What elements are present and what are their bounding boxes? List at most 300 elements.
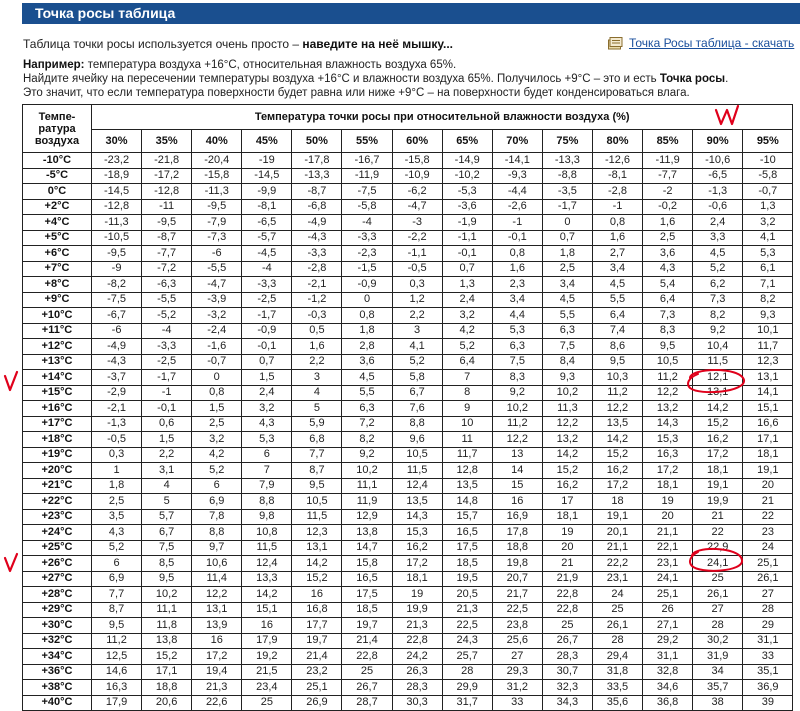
table-row[interactable] xyxy=(23,370,793,386)
dew-point-cell[interactable]: 35,1 xyxy=(743,664,793,680)
dew-point-cell[interactable]: 21,9 xyxy=(542,571,592,587)
dew-point-cell[interactable]: 1,6 xyxy=(492,261,542,277)
dew-point-cell[interactable]: -1,3 xyxy=(92,416,142,432)
table-row[interactable] xyxy=(23,215,793,231)
dew-point-cell[interactable]: 19 xyxy=(542,525,592,541)
dew-point-cell[interactable]: 10,2 xyxy=(142,587,192,603)
dew-point-cell[interactable]: -3,3 xyxy=(142,339,192,355)
download-link[interactable]: Точка Росы таблица - скачать xyxy=(629,36,795,50)
dew-point-cell[interactable]: 14,2 xyxy=(542,447,592,463)
dew-point-cell[interactable]: 18,1 xyxy=(392,571,442,587)
dew-point-cell[interactable]: 22,8 xyxy=(542,587,592,603)
dew-point-cell[interactable]: 22,8 xyxy=(542,602,592,618)
table-row[interactable] xyxy=(23,463,793,479)
dew-point-cell[interactable]: -9,5 xyxy=(92,246,142,262)
table-row[interactable] xyxy=(23,695,793,711)
dew-point-cell[interactable]: -3,5 xyxy=(542,184,592,200)
dew-point-cell[interactable]: -2 xyxy=(643,184,693,200)
dew-point-cell[interactable]: 36,8 xyxy=(643,695,693,711)
dew-point-cell[interactable]: 3,6 xyxy=(342,354,392,370)
dew-point-cell[interactable]: 21 xyxy=(542,556,592,572)
dew-point-cell[interactable]: 8,3 xyxy=(643,323,693,339)
dew-point-cell[interactable]: 21 xyxy=(743,494,793,510)
dew-point-cell[interactable]: 2,4 xyxy=(693,215,743,231)
dew-point-cell[interactable]: 8,7 xyxy=(292,463,342,479)
dew-point-cell[interactable]: -12,8 xyxy=(142,184,192,200)
dew-point-cell[interactable]: 12,1 xyxy=(693,370,743,386)
dew-point-cell[interactable]: 25,1 xyxy=(292,680,342,696)
dew-point-cell[interactable]: 19,5 xyxy=(442,571,492,587)
dew-point-cell[interactable]: -10,5 xyxy=(92,230,142,246)
dew-point-cell[interactable]: 3,5 xyxy=(92,509,142,525)
dew-point-cell[interactable]: 15,2 xyxy=(142,649,192,665)
dew-point-cell[interactable]: 21,4 xyxy=(292,649,342,665)
dew-point-cell[interactable]: -2,5 xyxy=(242,292,292,308)
dew-point-cell[interactable]: 13,5 xyxy=(392,494,442,510)
dew-point-cell[interactable]: 28 xyxy=(743,602,793,618)
dew-point-cell[interactable]: 17,7 xyxy=(292,618,342,634)
table-row[interactable] xyxy=(23,633,793,649)
dew-point-cell[interactable]: 14,3 xyxy=(643,416,693,432)
dew-point-cell[interactable]: 4,2 xyxy=(442,323,492,339)
dew-point-cell[interactable]: 17,2 xyxy=(693,447,743,463)
dew-point-cell[interactable]: -10,6 xyxy=(693,153,743,169)
dew-point-cell[interactable]: 29,4 xyxy=(592,649,642,665)
dew-point-cell[interactable]: 30,7 xyxy=(542,664,592,680)
dew-point-cell[interactable]: 0,6 xyxy=(142,416,192,432)
dew-point-cell[interactable]: 20,1 xyxy=(592,525,642,541)
dew-point-cell[interactable]: -5,5 xyxy=(192,261,242,277)
dew-point-cell[interactable]: 9,2 xyxy=(693,323,743,339)
dew-point-cell[interactable]: -4,7 xyxy=(192,277,242,293)
dew-point-cell[interactable]: 8,4 xyxy=(542,354,592,370)
table-row[interactable] xyxy=(23,199,793,215)
dew-point-cell[interactable]: 11,8 xyxy=(142,618,192,634)
dew-point-cell[interactable]: -4 xyxy=(342,215,392,231)
dew-point-cell[interactable]: -4,4 xyxy=(492,184,542,200)
dew-point-cell[interactable]: 0,3 xyxy=(92,447,142,463)
dew-point-cell[interactable]: 12,8 xyxy=(442,463,492,479)
dew-point-cell[interactable]: 25 xyxy=(592,602,642,618)
dew-point-cell[interactable]: -1,1 xyxy=(392,246,442,262)
dew-point-cell[interactable]: 23,8 xyxy=(492,618,542,634)
dew-point-cell[interactable]: 0,5 xyxy=(292,323,342,339)
dew-point-cell[interactable]: 16 xyxy=(292,587,342,603)
dew-point-cell[interactable]: 0,7 xyxy=(442,261,492,277)
dew-point-cell[interactable]: 26,3 xyxy=(392,664,442,680)
dew-point-cell[interactable]: 18,5 xyxy=(342,602,392,618)
dew-point-cell[interactable]: 18,8 xyxy=(492,540,542,556)
dew-point-cell[interactable]: 3,2 xyxy=(442,308,492,324)
dew-point-cell[interactable]: -10 xyxy=(743,153,793,169)
dew-point-cell[interactable]: 6,4 xyxy=(643,292,693,308)
dew-point-cell[interactable]: 8,2 xyxy=(743,292,793,308)
dew-point-cell[interactable]: 10,2 xyxy=(492,401,542,417)
dew-point-cell[interactable]: 15,1 xyxy=(743,401,793,417)
dew-point-cell[interactable]: -17,8 xyxy=(292,153,342,169)
dew-point-cell[interactable]: -13,3 xyxy=(542,153,592,169)
dew-point-cell[interactable]: 18,5 xyxy=(442,556,492,572)
dew-point-cell[interactable]: 28,3 xyxy=(542,649,592,665)
dew-point-cell[interactable]: 4 xyxy=(292,385,342,401)
dew-point-cell[interactable]: -19 xyxy=(242,153,292,169)
dew-point-cell[interactable]: -1,7 xyxy=(142,370,192,386)
dew-point-cell[interactable]: 21 xyxy=(693,509,743,525)
dew-point-cell[interactable]: 25,1 xyxy=(643,587,693,603)
dew-point-cell[interactable]: -6,3 xyxy=(142,277,192,293)
dew-point-cell[interactable]: 0 xyxy=(542,215,592,231)
dew-point-cell[interactable]: 19,7 xyxy=(292,633,342,649)
dew-point-cell[interactable]: 11,3 xyxy=(542,401,592,417)
dew-point-cell[interactable]: 9,5 xyxy=(292,478,342,494)
dew-point-cell[interactable]: 21,3 xyxy=(392,618,442,634)
dew-point-cell[interactable]: -8,7 xyxy=(292,184,342,200)
table-row[interactable] xyxy=(23,680,793,696)
dew-point-cell[interactable]: 4,5 xyxy=(542,292,592,308)
dew-point-cell[interactable]: 22,9 xyxy=(693,540,743,556)
dew-point-cell[interactable]: 12,2 xyxy=(542,416,592,432)
dew-point-cell[interactable]: 10,4 xyxy=(693,339,743,355)
dew-point-cell[interactable]: 11,5 xyxy=(392,463,442,479)
dew-point-cell[interactable]: 27,1 xyxy=(643,618,693,634)
dew-point-cell[interactable]: -0,1 xyxy=(142,401,192,417)
dew-point-cell[interactable]: 13,2 xyxy=(542,432,592,448)
dew-point-cell[interactable]: 8,8 xyxy=(192,525,242,541)
dew-point-cell[interactable]: 22 xyxy=(743,509,793,525)
dew-point-cell[interactable]: 31,1 xyxy=(643,649,693,665)
dew-point-cell[interactable]: 8,8 xyxy=(392,416,442,432)
dew-point-cell[interactable]: 0,7 xyxy=(242,354,292,370)
dew-point-cell[interactable]: 18 xyxy=(592,494,642,510)
dew-point-cell[interactable]: 15,7 xyxy=(442,509,492,525)
dew-point-cell[interactable]: 9,5 xyxy=(592,354,642,370)
dew-point-cell[interactable]: -15,8 xyxy=(192,168,242,184)
dew-point-cell[interactable]: 5,5 xyxy=(592,292,642,308)
dew-point-cell[interactable]: 2,5 xyxy=(192,416,242,432)
dew-point-cell[interactable]: 28 xyxy=(442,664,492,680)
dew-point-cell[interactable]: 5,2 xyxy=(92,540,142,556)
dew-point-cell[interactable]: 1,8 xyxy=(542,246,592,262)
dew-point-cell[interactable]: 16,8 xyxy=(292,602,342,618)
dew-point-cell[interactable]: 3,1 xyxy=(142,463,192,479)
dew-point-cell[interactable]: -3 xyxy=(392,215,442,231)
dew-point-cell[interactable]: 22,8 xyxy=(392,633,442,649)
dew-point-cell[interactable]: 21,1 xyxy=(643,525,693,541)
dew-point-cell[interactable]: 28,7 xyxy=(342,695,392,711)
dew-point-cell[interactable]: -2,2 xyxy=(392,230,442,246)
dew-point-cell[interactable]: 20 xyxy=(643,509,693,525)
table-row[interactable] xyxy=(23,494,793,510)
dew-point-cell[interactable]: 23,2 xyxy=(292,664,342,680)
dew-point-cell[interactable]: 21,7 xyxy=(492,587,542,603)
dew-point-cell[interactable]: 17,5 xyxy=(342,587,392,603)
table-row[interactable] xyxy=(23,618,793,634)
dew-point-cell[interactable]: 4,3 xyxy=(92,525,142,541)
dew-point-cell[interactable]: 29,3 xyxy=(492,664,542,680)
dew-point-cell[interactable]: -9,5 xyxy=(192,199,242,215)
dew-point-cell[interactable]: 39 xyxy=(743,695,793,711)
dew-point-cell[interactable]: 11,4 xyxy=(192,571,242,587)
table-row[interactable] xyxy=(23,401,793,417)
dew-point-cell[interactable]: 23,1 xyxy=(592,571,642,587)
dew-point-cell[interactable]: 11,2 xyxy=(643,370,693,386)
table-row[interactable] xyxy=(23,230,793,246)
dew-point-cell[interactable]: 7,8 xyxy=(192,509,242,525)
dew-point-cell[interactable]: 17,5 xyxy=(442,540,492,556)
dew-point-cell[interactable]: 16,2 xyxy=(693,432,743,448)
dew-point-cell[interactable]: -5,7 xyxy=(242,230,292,246)
dew-point-cell[interactable]: 24,1 xyxy=(693,556,743,572)
dew-point-cell[interactable]: 25 xyxy=(693,571,743,587)
dew-point-cell[interactable]: 13,8 xyxy=(142,633,192,649)
dew-point-cell[interactable]: 17,2 xyxy=(192,649,242,665)
dew-point-cell[interactable]: 11,1 xyxy=(142,602,192,618)
dew-point-cell[interactable]: 9,3 xyxy=(542,370,592,386)
dew-point-cell[interactable]: -1,6 xyxy=(192,339,242,355)
dew-point-cell[interactable]: 2,5 xyxy=(542,261,592,277)
dew-point-cell[interactable]: 5,2 xyxy=(442,339,492,355)
dew-point-cell[interactable]: 15,1 xyxy=(242,602,292,618)
table-row[interactable] xyxy=(23,432,793,448)
dew-point-cell[interactable]: -3,3 xyxy=(242,277,292,293)
dew-point-cell[interactable]: 7,2 xyxy=(342,416,392,432)
dew-point-cell[interactable]: 1,6 xyxy=(643,215,693,231)
dew-point-cell[interactable]: 10 xyxy=(442,416,492,432)
dew-point-cell[interactable]: 18,1 xyxy=(542,509,592,525)
dew-point-cell[interactable]: 7,7 xyxy=(292,447,342,463)
dew-point-cell[interactable]: -7,2 xyxy=(142,261,192,277)
table-row[interactable] xyxy=(23,602,793,618)
dew-point-cell[interactable]: -3,6 xyxy=(442,199,492,215)
dew-point-cell[interactable]: 20 xyxy=(743,478,793,494)
dew-point-cell[interactable]: 6,7 xyxy=(142,525,192,541)
dew-point-cell[interactable]: 22,8 xyxy=(342,649,392,665)
dew-point-cell[interactable]: -0,9 xyxy=(342,277,392,293)
dew-point-cell[interactable]: 5,7 xyxy=(142,509,192,525)
dew-point-cell[interactable]: 34,3 xyxy=(542,695,592,711)
table-row[interactable] xyxy=(23,447,793,463)
dew-point-cell[interactable]: 5,3 xyxy=(743,246,793,262)
dew-point-cell[interactable]: -1,2 xyxy=(292,292,342,308)
dew-point-cell[interactable]: 21,4 xyxy=(342,633,392,649)
dew-point-cell[interactable]: 20,6 xyxy=(142,695,192,711)
dew-point-cell[interactable]: 4,2 xyxy=(192,447,242,463)
dew-point-cell[interactable]: 13,1 xyxy=(743,370,793,386)
dew-point-cell[interactable]: 7,5 xyxy=(142,540,192,556)
dew-point-cell[interactable]: -7,7 xyxy=(142,246,192,262)
dew-point-cell[interactable]: -12,6 xyxy=(592,153,642,169)
dew-point-cell[interactable]: -0,5 xyxy=(392,261,442,277)
dew-point-cell[interactable]: 7,3 xyxy=(643,308,693,324)
dew-point-cell[interactable]: 16 xyxy=(492,494,542,510)
dew-point-cell[interactable]: 9,5 xyxy=(92,618,142,634)
dew-point-cell[interactable]: 4,1 xyxy=(392,339,442,355)
dew-point-cell[interactable]: 22,1 xyxy=(643,540,693,556)
dew-point-cell[interactable]: 7,7 xyxy=(92,587,142,603)
dew-point-cell[interactable]: 34,6 xyxy=(643,680,693,696)
dew-point-cell[interactable]: 8,7 xyxy=(92,602,142,618)
dew-point-cell[interactable]: 9,2 xyxy=(342,447,392,463)
dew-point-cell[interactable]: -0,9 xyxy=(242,323,292,339)
dew-point-cell[interactable]: -3,2 xyxy=(192,308,242,324)
dew-point-cell[interactable]: 13,5 xyxy=(442,478,492,494)
dew-point-cell[interactable]: 2,4 xyxy=(242,385,292,401)
dew-point-cell[interactable]: 5,5 xyxy=(342,385,392,401)
dew-point-cell[interactable]: -4,9 xyxy=(92,339,142,355)
dew-point-cell[interactable]: 2,2 xyxy=(392,308,442,324)
dew-point-cell[interactable]: 33,5 xyxy=(592,680,642,696)
dew-point-cell[interactable]: -2,8 xyxy=(292,261,342,277)
dew-point-cell[interactable]: 17,9 xyxy=(242,633,292,649)
dew-point-cell[interactable]: 18,8 xyxy=(142,680,192,696)
dew-point-cell[interactable]: -18,9 xyxy=(92,168,142,184)
dew-point-cell[interactable]: -8,7 xyxy=(142,230,192,246)
dew-point-cell[interactable]: 32,3 xyxy=(542,680,592,696)
dew-point-cell[interactable]: -4,3 xyxy=(292,230,342,246)
dew-point-cell[interactable]: 29,9 xyxy=(442,680,492,696)
dew-point-cell[interactable]: -1 xyxy=(492,215,542,231)
dew-point-cell[interactable]: 19,7 xyxy=(342,618,392,634)
dew-point-cell[interactable]: 11,2 xyxy=(592,385,642,401)
dew-point-cell[interactable]: -10,2 xyxy=(442,168,492,184)
dew-point-cell[interactable]: 1,2 xyxy=(392,292,442,308)
dew-point-cell[interactable]: 27 xyxy=(743,587,793,603)
dew-point-cell[interactable]: 1,3 xyxy=(442,277,492,293)
dew-point-cell[interactable]: 4,3 xyxy=(242,416,292,432)
dew-point-cell[interactable]: -15,8 xyxy=(392,153,442,169)
dew-point-cell[interactable]: 11,5 xyxy=(242,540,292,556)
dew-point-cell[interactable]: 16,9 xyxy=(492,509,542,525)
dew-point-cell[interactable]: 4,4 xyxy=(492,308,542,324)
dew-point-cell[interactable]: 5,2 xyxy=(192,463,242,479)
dew-point-cell[interactable]: 6,4 xyxy=(592,308,642,324)
dew-point-cell[interactable]: -11,3 xyxy=(92,215,142,231)
dew-point-cell[interactable]: -14,1 xyxy=(492,153,542,169)
dew-point-cell[interactable]: 16,5 xyxy=(342,571,392,587)
dew-point-cell[interactable]: 6,3 xyxy=(342,401,392,417)
dew-point-cell[interactable]: 13,9 xyxy=(192,618,242,634)
dew-point-cell[interactable]: 4,1 xyxy=(743,230,793,246)
dew-point-cell[interactable]: 13,5 xyxy=(592,416,642,432)
dew-point-cell[interactable]: 18,1 xyxy=(693,463,743,479)
dew-point-cell[interactable]: 3,4 xyxy=(542,277,592,293)
dew-point-cell[interactable]: -5,3 xyxy=(442,184,492,200)
dew-point-cell[interactable]: 16,2 xyxy=(542,478,592,494)
dew-point-cell[interactable]: 20,5 xyxy=(442,587,492,603)
dew-point-cell[interactable]: 10,2 xyxy=(342,463,392,479)
dew-point-cell[interactable]: 17,2 xyxy=(392,556,442,572)
dew-point-cell[interactable]: 5,3 xyxy=(492,323,542,339)
dew-point-cell[interactable]: -21,8 xyxy=(142,153,192,169)
dew-point-cell[interactable]: 10,6 xyxy=(192,556,242,572)
dew-point-cell[interactable]: -4,7 xyxy=(392,199,442,215)
dew-point-cell[interactable]: 2,2 xyxy=(142,447,192,463)
dew-point-cell[interactable]: 25,6 xyxy=(492,633,542,649)
dew-point-cell[interactable]: 15,2 xyxy=(592,447,642,463)
dew-point-cell[interactable]: 11,7 xyxy=(743,339,793,355)
dew-point-cell[interactable]: 16,2 xyxy=(592,463,642,479)
dew-point-cell[interactable]: 10,8 xyxy=(242,525,292,541)
dew-point-cell[interactable]: 19,9 xyxy=(392,602,442,618)
dew-point-cell[interactable]: 11,2 xyxy=(492,416,542,432)
dew-point-cell[interactable]: 19 xyxy=(392,587,442,603)
dew-point-cell[interactable]: 19,1 xyxy=(743,463,793,479)
dew-point-cell[interactable]: -1 xyxy=(592,199,642,215)
dew-point-cell[interactable]: 3 xyxy=(392,323,442,339)
dew-point-cell[interactable]: 0,7 xyxy=(542,230,592,246)
dew-point-cell[interactable]: 11 xyxy=(442,432,492,448)
dew-point-cell[interactable]: 20 xyxy=(542,540,592,556)
dew-point-cell[interactable]: -11,9 xyxy=(342,168,392,184)
dew-point-cell[interactable]: 4,3 xyxy=(643,261,693,277)
dew-point-cell[interactable]: 33 xyxy=(492,695,542,711)
dew-point-cell[interactable]: 1,5 xyxy=(142,432,192,448)
dew-point-cell[interactable]: -7,7 xyxy=(643,168,693,184)
dew-point-cell[interactable]: -1,7 xyxy=(242,308,292,324)
dew-point-cell[interactable]: -6,5 xyxy=(242,215,292,231)
dew-point-cell[interactable]: 6,4 xyxy=(442,354,492,370)
dew-point-cell[interactable]: -13,3 xyxy=(292,168,342,184)
dew-point-cell[interactable]: 14,6 xyxy=(92,664,142,680)
dew-point-cell[interactable]: 36,9 xyxy=(743,680,793,696)
table-row[interactable] xyxy=(23,478,793,494)
dew-point-cell[interactable]: 3 xyxy=(292,370,342,386)
dew-point-cell[interactable]: -3,3 xyxy=(342,230,392,246)
dew-point-cell[interactable]: 31,2 xyxy=(492,680,542,696)
dew-point-cell[interactable]: 38 xyxy=(693,695,743,711)
dew-point-cell[interactable]: 11,9 xyxy=(342,494,392,510)
dew-point-cell[interactable]: -1,7 xyxy=(542,199,592,215)
dew-point-cell[interactable]: 8,8 xyxy=(242,494,292,510)
dew-point-cell[interactable]: -12,8 xyxy=(92,199,142,215)
dew-point-cell[interactable]: 6 xyxy=(242,447,292,463)
dew-point-cell[interactable]: 15,8 xyxy=(342,556,392,572)
dew-point-cell[interactable]: 0,8 xyxy=(592,215,642,231)
dew-point-cell[interactable]: -4 xyxy=(142,323,192,339)
dew-point-cell[interactable]: 3,4 xyxy=(592,261,642,277)
dew-point-cell[interactable]: 35,7 xyxy=(693,680,743,696)
dew-point-cell[interactable]: 31,7 xyxy=(442,695,492,711)
dew-point-cell[interactable]: 4,5 xyxy=(592,277,642,293)
dew-point-cell[interactable]: 13 xyxy=(492,447,542,463)
dew-point-cell[interactable]: 8,3 xyxy=(492,370,542,386)
dew-point-cell[interactable]: -8,1 xyxy=(242,199,292,215)
dew-point-cell[interactable]: 19,4 xyxy=(192,664,242,680)
dew-point-cell[interactable]: -0,7 xyxy=(192,354,242,370)
dew-point-cell[interactable]: -20,4 xyxy=(192,153,242,169)
table-row[interactable] xyxy=(23,261,793,277)
dew-point-cell[interactable]: 0,8 xyxy=(342,308,392,324)
dew-point-cell[interactable]: 26,7 xyxy=(542,633,592,649)
dew-point-cell[interactable]: 12,2 xyxy=(192,587,242,603)
dew-point-cell[interactable]: -10,9 xyxy=(392,168,442,184)
dew-point-cell[interactable]: -3,7 xyxy=(92,370,142,386)
dew-point-cell[interactable]: -2,9 xyxy=(92,385,142,401)
dew-point-cell[interactable]: -2,5 xyxy=(142,354,192,370)
dew-point-cell[interactable]: 2,2 xyxy=(292,354,342,370)
dew-point-cell[interactable]: 32,8 xyxy=(643,664,693,680)
dew-point-cell[interactable]: 5,4 xyxy=(643,277,693,293)
dew-point-cell[interactable]: 23,1 xyxy=(643,556,693,572)
dew-point-cell[interactable]: -17,2 xyxy=(142,168,192,184)
dew-point-cell[interactable]: 5,5 xyxy=(542,308,592,324)
dew-point-cell[interactable]: 24 xyxy=(743,540,793,556)
dew-point-cell[interactable]: -5,8 xyxy=(743,168,793,184)
dew-point-cell[interactable]: 21,1 xyxy=(592,540,642,556)
dew-point-cell[interactable]: 12,2 xyxy=(492,432,542,448)
dew-point-cell[interactable]: 24,2 xyxy=(392,649,442,665)
dew-point-cell[interactable]: 14,2 xyxy=(592,432,642,448)
